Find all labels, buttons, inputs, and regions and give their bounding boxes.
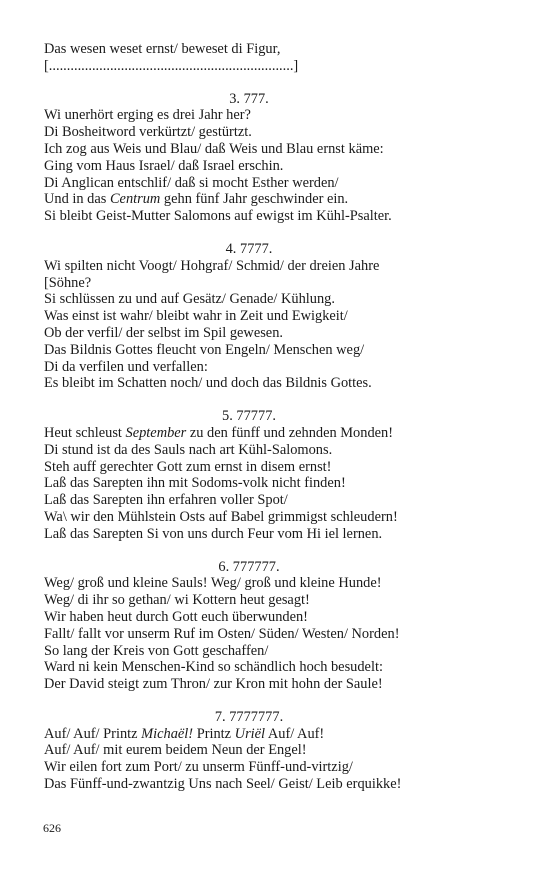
verse-line: Was einst ist wahr/ bleibt wahr in Zeit und Ewigkeit/	[44, 308, 348, 325]
stanza-gap	[44, 225, 454, 241]
poem-text	[44, 41, 454, 793]
verse-text: gehn fünf Jahr geschwinder ein.	[160, 191, 349, 208]
verse-line: Das Bildnis Gottes fleucht von Engeln/ Menschen weg/	[44, 341, 365, 358]
verse-line: Wi unerhört erging es drei Jahr her?	[44, 107, 251, 124]
verse-line: Auf/ Auf/ mit eurem beidem Neun der Engel!	[44, 742, 307, 759]
verse-line: Laß das Sarepten ihn erfahren voller Spot/	[44, 492, 288, 509]
stanza-heading-7: 7. 7777777.	[214, 708, 284, 725]
stanza-heading-6: 6. 777777.	[218, 558, 280, 575]
stanza-heading-4: 4. 7777.	[225, 240, 273, 257]
verse-line: So lang der Kreis von Gott geschaffen/	[44, 642, 269, 659]
verse-emphasis: September	[125, 424, 187, 441]
verse-line: Fallt/ fallt vor unserm Ruf im Osten/ Süden/ Westen/ Norden!	[44, 625, 400, 642]
verse-line: Si schlüssen zu und auf Gesätz/ Genade/ Kühlung.	[44, 291, 335, 308]
verse-text: Printz	[193, 725, 235, 742]
verse-line: Ich zog aus Weis und Blau/ daß Weis und Blau ernst käme:	[44, 140, 384, 157]
verse-line	[44, 726, 454, 743]
verse-line: Es bleibt im Schatten noch/ und doch das Bildnis Gottes.	[44, 375, 372, 392]
verse-line: Ging vom Haus Israel/ daß Israel erschin.	[44, 157, 284, 174]
verse-text: Auf/ Auf/ Printz	[44, 725, 142, 742]
verse-line: Di stund ist da des Sauls nach art Kühl-Salomons.	[44, 441, 333, 458]
verse-line: Wir eilen fort zum Port/ zu unserm Fünff-und-virtzig/	[44, 759, 353, 776]
verse-line: Der David steigt zum Thron/ zur Kron mit hohn der Saule!	[44, 676, 383, 693]
verse-emphasis: Michaël!	[141, 725, 194, 742]
verse-line: [Söhne?	[44, 274, 92, 291]
verse-emphasis: Uriël	[234, 725, 266, 742]
stanza-gap	[44, 693, 454, 709]
verse-line: Weg/ di ihr so gethan/ wi Kottern heut gesagt!	[44, 592, 310, 609]
stanza-heading-3: 3. 777.	[229, 90, 269, 107]
verse-line: Laß das Sarepten Si von uns durch Feur vom Hi iel lernen.	[44, 525, 383, 542]
verse-line: Si bleibt Geist-Mutter Salomons auf ewigst im Kühl-Psalter.	[44, 208, 392, 225]
verse-line: Das Fünff-und-zwantzig Uns nach Seel/ Geist/ Leib erquikke!	[44, 776, 402, 793]
page-number: 626	[43, 821, 61, 835]
verse-line: Di Anglican entschlif/ daß si mocht Esther werden/	[44, 174, 339, 191]
verse-text: zu den fünff und zehnden Monden!	[186, 424, 394, 441]
verse-line: Ward ni kein Menschen-Kind so schändlich hoch besudelt:	[44, 659, 383, 676]
verse-line: Di da verfilen und verfallen:	[44, 358, 208, 375]
omission-line: [....................................................................]	[44, 57, 299, 74]
verse-text: Und in das	[44, 191, 110, 208]
verse-line: Di Bosheitword verkürtzt/ gestürtzt.	[44, 124, 252, 141]
stanza-gap	[44, 543, 454, 559]
verse-line: Wi spilten nicht Voogt/ Hohgraf/ Schmid/ der dreien Jahre	[44, 257, 380, 274]
verse-text: Heut schleust	[44, 424, 126, 441]
stanza-gap	[44, 75, 454, 91]
verse-text: Auf/ Auf!	[265, 725, 325, 742]
verse-line	[44, 425, 454, 442]
intro-line: Das wesen weset ernst/ beweset di Figur,	[44, 41, 281, 57]
stanza-gap	[44, 392, 454, 408]
verse-emphasis: Centrum	[109, 191, 161, 208]
stanza-heading-5: 5. 77777.	[222, 408, 276, 425]
verse-line: Wir haben heut durch Gott euch überwunden!	[44, 608, 308, 625]
verse-line: Laß das Sarepten ihn mit Sodoms-volk nicht finden!	[44, 475, 346, 492]
verse-line: Weg/ groß und kleine Sauls! Weg/ groß und kleine Hunde!	[44, 575, 382, 592]
verse-line	[44, 191, 454, 208]
verse-line: Steh auff gerechter Gott zum ernst in disem ernst!	[44, 458, 332, 475]
verse-line: Wa\ wir den Mühlstein Osts auf Babel grimmigst schleudern!	[44, 508, 398, 525]
verse-line: Ob der verfil/ der selbst im Spil gewesen.	[44, 324, 283, 341]
